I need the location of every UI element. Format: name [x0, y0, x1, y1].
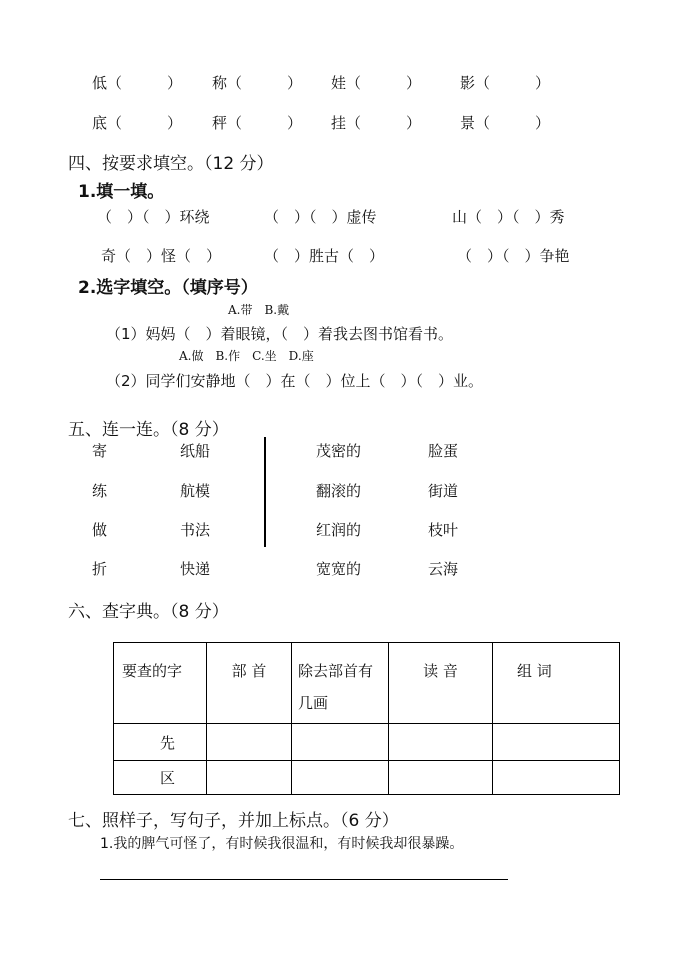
s3-row1-item1: 低（ ） — [92, 74, 183, 92]
header-words: 组 词 — [493, 643, 620, 724]
fill-idiom-4: 奇（ ）怪（ ） — [101, 247, 222, 265]
answer-cell[interactable] — [207, 724, 292, 761]
match-divider — [264, 437, 266, 547]
match-col3-item1: 茂密的 — [316, 442, 362, 460]
section4-heading: 四、按要求填空。（12 分） — [68, 154, 274, 174]
answer-cell[interactable] — [292, 724, 389, 761]
s3-row1-item2: 称（ ） — [212, 74, 303, 92]
q1-options: A.带 B.戴 — [228, 303, 290, 317]
answer-cell[interactable] — [389, 724, 493, 761]
answer-cell[interactable] — [292, 761, 389, 795]
section6-heading: 六、查字典。（8 分） — [68, 602, 229, 622]
match-col4-item2: 街道 — [428, 482, 459, 500]
lookup-char-1: 先 — [114, 724, 207, 761]
s3-row1-item3: 娃（ ） — [331, 74, 422, 92]
table-row — [114, 724, 620, 761]
s3-row2-item1: 底（ ） — [92, 114, 183, 132]
part2-title: 2.选字填空。（填序号） — [78, 278, 258, 298]
s3-row1-item4: 影（ ） — [460, 74, 551, 92]
answer-cell[interactable] — [493, 761, 620, 795]
example-sentence: 1.我的脾气可怪了，有时候我很温和，有时候我却很暴躁。 — [100, 836, 464, 852]
fill-idiom-1: （ ）（ ）环绕 — [97, 208, 210, 226]
match-col2-item2: 航模 — [180, 482, 211, 500]
match-col1-item4: 折 — [92, 560, 108, 578]
match-col4-item1: 脸蛋 — [428, 442, 459, 460]
q1-sentence: （1）妈妈（ ）着眼镜，（ ）着我去图书馆看书。 — [106, 325, 454, 343]
answer-line[interactable] — [100, 879, 508, 880]
fill-idiom-6: （ ）（ ）争艳 — [457, 247, 570, 265]
q2-sentence: （2）同学们安静地（ ）在（ ）位上（ ）（ ）业。 — [106, 372, 484, 390]
header-radical: 部 首 — [207, 643, 292, 724]
s3-row2-item4: 景（ ） — [460, 114, 551, 132]
section7-heading: 七、照样子，写句子，并加上标点。（6 分） — [68, 811, 399, 831]
table-row — [114, 761, 620, 795]
match-col1-item3: 做 — [92, 521, 108, 539]
match-col2-item4: 快递 — [180, 560, 211, 578]
answer-cell[interactable] — [207, 761, 292, 795]
s3-row2-item3: 挂（ ） — [331, 114, 422, 132]
fill-idiom-2: （ ）（ ）虚传 — [264, 208, 377, 226]
header-char: 要查的字 — [114, 643, 207, 724]
header-pinyin: 读 音 — [389, 643, 493, 724]
match-col3-item4: 宽宽的 — [316, 560, 362, 578]
answer-cell[interactable] — [389, 761, 493, 795]
section5-heading: 五、连一连。（8 分） — [68, 420, 229, 440]
table-header-row — [114, 643, 620, 724]
match-col2-item3: 书法 — [180, 521, 211, 539]
match-col4-item4: 云海 — [428, 560, 459, 578]
fill-idiom-5: （ ）胜古（ ） — [264, 247, 385, 265]
lookup-char-2: 区 — [114, 761, 207, 795]
match-col3-item3: 红润的 — [316, 521, 362, 539]
match-col4-item3: 枝叶 — [428, 521, 459, 539]
answer-cell[interactable] — [493, 724, 620, 761]
fill-idiom-3: 山（ ）（ ）秀 — [452, 208, 565, 226]
match-col1-item1: 寄 — [92, 442, 108, 460]
part1-title: 1.填一填。 — [78, 182, 165, 202]
match-col2-item1: 纸船 — [180, 442, 211, 460]
q2-options: A.做 B.作 C.坐 D.座 — [179, 349, 314, 363]
match-col3-item2: 翻滚的 — [316, 482, 362, 500]
s3-row2-item2: 秤（ ） — [212, 114, 303, 132]
header-strokes: 除去部首有几画 — [292, 643, 389, 724]
match-col1-item2: 练 — [92, 482, 108, 500]
dictionary-table — [113, 642, 620, 795]
